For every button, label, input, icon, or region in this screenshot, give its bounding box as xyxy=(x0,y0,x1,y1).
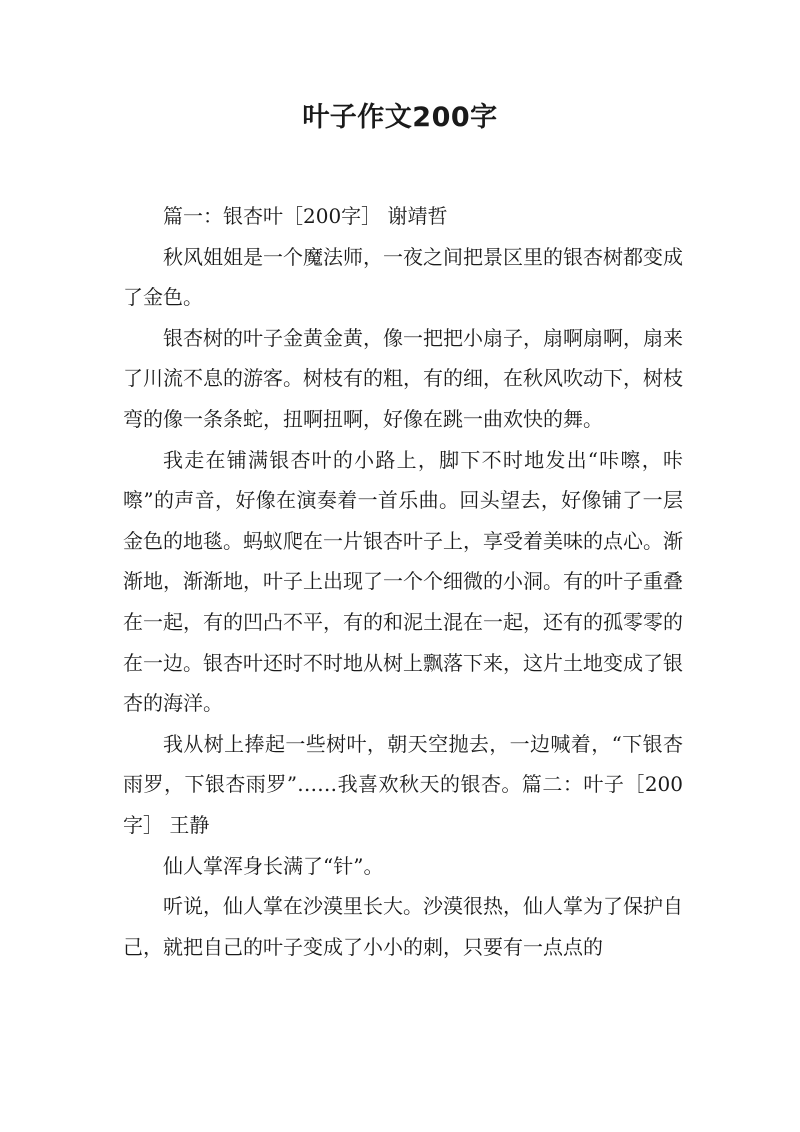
paragraph: 仙人掌浑身长满了“针”。 xyxy=(163,853,384,878)
paragraph: 我从树上捧起一些树叶，朝天空抛去，一边喊着，“下银杏雨罗，下银杏雨罗”……我喜欢秋天的银杏。篇二：叶子［200字］ 王静 xyxy=(123,731,683,837)
document-title: 叶子作文200字 xyxy=(302,102,498,133)
paragraph: 篇一：银杏叶［200字］ 谢靖哲 xyxy=(163,204,448,228)
paragraph: 银杏树的叶子金黄金黄，像一把把小扇子，扇啊扇啊，扇来了川流不息的游客。树枝有的粗，有的细，在秋风吹动下，树枝弯的像一条条蛇，扭啊扭啊，好像在跳一曲欢快的舞。 xyxy=(123,325,683,431)
paragraph: 秋风姐姐是一个魔法师，一夜之间把景区里的银杏树都变成了金色。 xyxy=(123,244,683,310)
paragraph: 我走在铺满银杏叶的小路上，脚下不时地发出“咔嚓，咔嚓”的声音，好像在演奏着一首乐曲。回头望去，好像铺了一层金色的地毯。蚂蚁爬在一片银杏叶子上，享受着美味的点心。渐渐地，渐渐地，叶子上出现了一个个细微的小洞。有的叶子重叠在一起，有的凹凸不平，有的和泥土混在一起，还有的孤零零的在一边。银杏叶还时不时地从树上飘落下来，这片土地变成了银杏的海洋。 xyxy=(123,447,683,716)
paragraph: 听说，仙人掌在沙漠里长大。沙漠很热，仙人掌为了保护自己，就把自己的叶子变成了小小的刺，只要有一点点的 xyxy=(123,894,683,959)
document-body xyxy=(123,196,683,967)
